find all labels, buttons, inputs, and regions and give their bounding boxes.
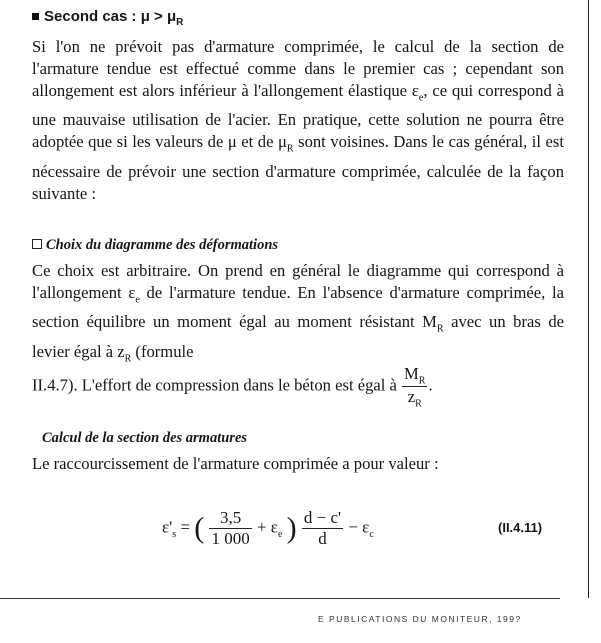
p2b-sub: R bbox=[436, 323, 444, 335]
fraction-3-5 bbox=[209, 508, 251, 549]
fraction-mr-zr bbox=[402, 364, 427, 410]
paragraph-3 bbox=[32, 454, 439, 474]
paragraph-2-last-line bbox=[32, 364, 433, 410]
formula-II-4-11 bbox=[162, 508, 374, 549]
paragraph-1 bbox=[32, 36, 564, 205]
subheading-diagram bbox=[32, 237, 278, 254]
f2-num: d − c' bbox=[303, 508, 342, 527]
square-bullet-icon bbox=[32, 13, 39, 20]
p2a: Ce choix est arbitraire. On prend en général le diagramme qui correspond à l'allongement ε bbox=[32, 261, 564, 302]
p3-text: Le raccourcissement de l'armature comprimée a pour valeur : bbox=[32, 454, 439, 473]
equation-number: (II.4.11) bbox=[498, 520, 543, 535]
p1-text-end: , ce qui correspond à une mauvaise utilisation de l'acier. En pratique, cette solution ne pourra être adoptée que si les valeurs de μ et de μ bbox=[32, 81, 564, 152]
paragraph-2 bbox=[32, 260, 564, 370]
footer-credit: E PUBLICATIONS DU MONITEUR, 199? bbox=[318, 614, 522, 624]
square-box-icon bbox=[32, 239, 42, 249]
frac-num-sub: R bbox=[418, 375, 426, 387]
right-paren: ) bbox=[286, 511, 297, 545]
p2b: de l'armature tendue. En l'absence d'armature comprimée, la section équilibre un moment égal au moment résistant M bbox=[32, 283, 564, 332]
formula-minus-sub: c bbox=[369, 528, 374, 540]
p1-text: Si l'on ne prévoit pas d'armature comprimée, le calcul de la section de l'armature tendue est effectué comme dans le premier cas ; cependant son allongement est alors inférieur à l'allongement élastique ε bbox=[32, 37, 564, 100]
formula-plus: + ε bbox=[256, 517, 278, 537]
f1-den: 1 000 bbox=[211, 529, 250, 548]
formula-minus: − ε bbox=[348, 517, 370, 537]
section-heading bbox=[32, 8, 183, 28]
left-paren: ( bbox=[194, 511, 205, 545]
frac-numerator bbox=[402, 364, 427, 387]
p2c-sub: R bbox=[124, 352, 132, 364]
period: . bbox=[428, 375, 433, 395]
frac-denominator bbox=[402, 387, 427, 409]
subheading1-text: Choix du diagramme des déformations bbox=[46, 237, 279, 253]
fraction-d-c bbox=[302, 508, 343, 549]
p2-line-text: II.4.7). L'effort de compression dans le béton est égal à bbox=[32, 375, 397, 395]
heading-text: Second cas : μ > μ bbox=[44, 8, 177, 25]
frac-den-sub: R bbox=[415, 398, 422, 410]
equals-sign: = bbox=[180, 517, 195, 537]
formula-lhs: ε' bbox=[162, 517, 173, 537]
f1-num: 3,5 bbox=[209, 508, 251, 529]
f2-den: d bbox=[318, 529, 327, 548]
p1-sub2: R bbox=[286, 143, 294, 155]
horizontal-rule bbox=[0, 598, 560, 599]
p2c: avec un bras de levier égal à z bbox=[32, 312, 564, 361]
subheading2-text: Calcul de la section des armatures bbox=[42, 430, 248, 446]
frac-num-text: M bbox=[404, 364, 419, 383]
heading-subscript: R bbox=[176, 17, 184, 28]
formula-lhs-sub: s bbox=[172, 528, 177, 540]
p2d: (formule bbox=[131, 341, 194, 361]
p2a-sub: e bbox=[135, 294, 140, 306]
subheading-calcul bbox=[42, 430, 247, 447]
formula-plus-sub: e bbox=[277, 528, 283, 540]
p1-text-end2: sont voisines. Dans le cas général, il est nécessaire de prévoir une section d'armature comprimée, calculée de la façon suivante : bbox=[32, 132, 564, 203]
frac-den-text: z bbox=[407, 387, 416, 407]
vertical-rule bbox=[588, 0, 589, 598]
p1-sub: e bbox=[418, 92, 424, 104]
